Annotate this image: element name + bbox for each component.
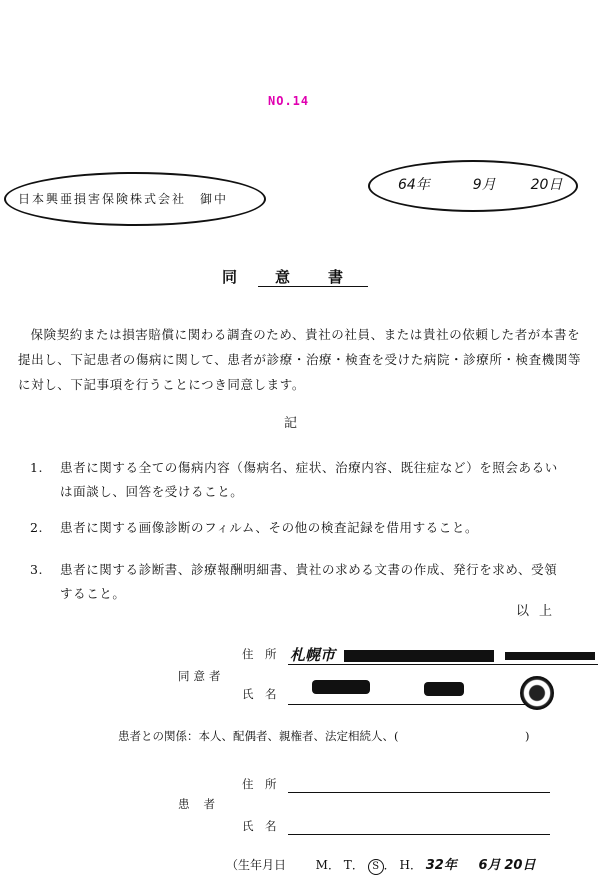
item-number: 1. xyxy=(30,460,44,475)
era-s-selected: S xyxy=(368,859,384,875)
redaction-bar xyxy=(312,680,370,694)
personal-seal xyxy=(520,676,554,710)
era-m: M xyxy=(315,858,328,872)
consenter-address-value: 札幌市 xyxy=(290,646,336,664)
redaction-bar xyxy=(344,650,494,662)
era-t: T xyxy=(343,858,352,872)
consenter-name-label: 氏 名 xyxy=(242,687,277,701)
item-text: 患者に関する画像診断のフィルム、その他の検査記録を借用すること。 xyxy=(60,520,479,535)
redaction-bar xyxy=(505,652,595,660)
birthdate-label: （生年月日 xyxy=(226,858,287,872)
list-item xyxy=(30,516,570,540)
date-month: 9月 xyxy=(472,177,496,193)
list-item xyxy=(30,456,570,504)
addressee: 日本興亜損害保険株式会社 御中 xyxy=(18,192,229,206)
patient-name-label: 氏 名 xyxy=(242,819,277,833)
patient-address-line[interactable] xyxy=(288,792,550,793)
item-text: 患者に関する診断書、診療報酬明細書、貴社の求める文書の作成、発行を求め、受領すること。 xyxy=(60,562,558,601)
item-number: 3. xyxy=(30,562,44,577)
closing-ijo: 以上 xyxy=(516,604,563,619)
birth-year: 32年 xyxy=(425,858,457,873)
patient-name-line[interactable] xyxy=(288,834,550,835)
redaction-bar xyxy=(424,682,464,696)
consenter-name-line xyxy=(288,704,538,705)
document-title: 同意書 xyxy=(222,268,382,286)
item-text: 患者に関する全ての傷病内容（傷病名、症状、治療内容、既往症など）を照会あるいは面談し、回答を受けること。 xyxy=(60,460,558,499)
item-number: 2. xyxy=(30,520,44,535)
consenter-address-label: 住 所 xyxy=(242,647,277,661)
list-item xyxy=(30,558,570,606)
date-field[interactable] xyxy=(398,174,562,194)
title-underline xyxy=(258,286,368,287)
patient-birthdate: （生年月日 M． T． S ． H． 32年 6月 20日 xyxy=(226,858,536,873)
relationship-label: 患者との関係：本人、配偶者、親権者、法定相続人、( ) xyxy=(118,729,530,743)
date-day: 20日 xyxy=(530,177,563,193)
birth-day: 20日 xyxy=(504,858,536,873)
body-paragraph: 保険契約または損害賠償に関わる調査のため、貴社の社員、または貴社の依頼した者が本書を提出し、下記患者の傷病に関して、患者が診療・治療・検査を受けた病院・診療所・検査機関等に対し、下記事項を行うことにつき同意します。 xyxy=(18,327,582,392)
patient-label: 患者 xyxy=(178,797,229,811)
document-number: NO.14 xyxy=(268,94,310,108)
consenter-address-field[interactable] xyxy=(290,644,595,665)
era-h: H xyxy=(399,858,410,872)
patient-address-label: 住 所 xyxy=(242,777,277,791)
consenter-label: 同意者 xyxy=(178,669,225,683)
ki-heading: 記 xyxy=(284,416,298,431)
birth-month: 6月 xyxy=(478,858,501,873)
date-year: 64年 xyxy=(398,177,430,193)
